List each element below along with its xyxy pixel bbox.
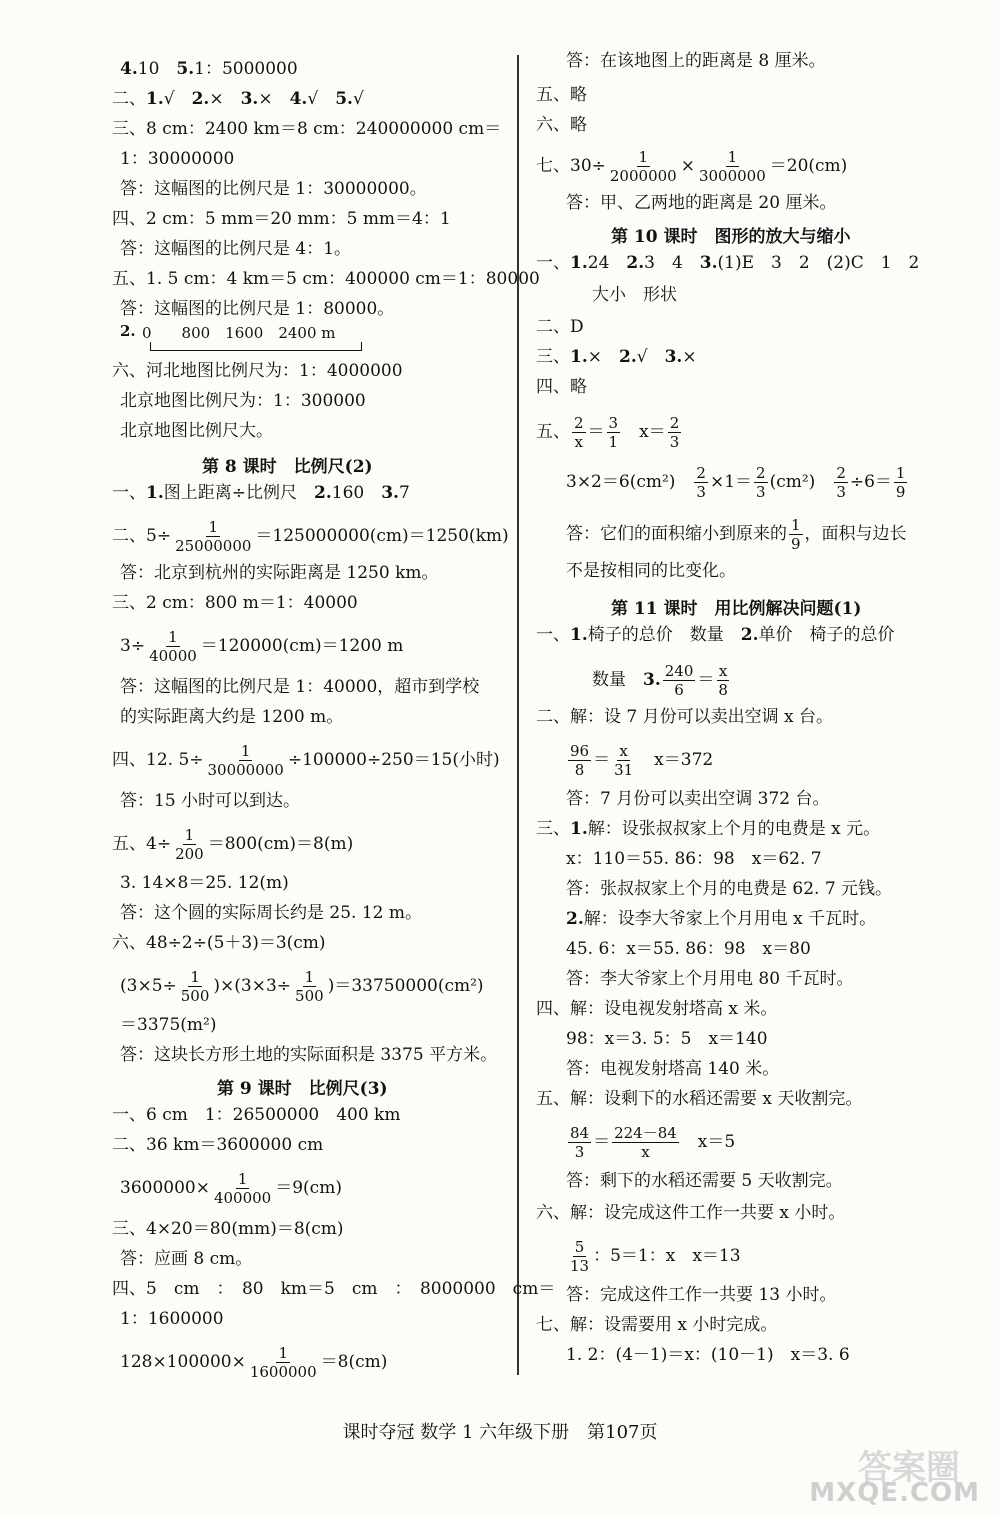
answer-line: 3×2＝6(cm²) $\frac{2}{3}$ ×1＝ $\frac{2}{3}$ (cm²) $\frac{2}{3}$ ÷6＝ $\frac{1}{9}$ xyxy=(566,464,906,501)
answer-line: 答：北京到杭州的实际距离是 1250 km。 xyxy=(120,563,439,583)
fraction: $\frac{5}{13}$ xyxy=(570,1238,590,1275)
fraction: $\frac{2}{3}$ xyxy=(669,414,680,451)
answer-line: 二、解：设 7 月份可以卖出空调 x 台。 xyxy=(536,707,834,727)
answer-line: 六、解：设完成这件工作一共要 x 小时。 xyxy=(536,1203,846,1223)
answer-line: 数量 3. $\frac{240}{6}$ ＝ $\frac{x}{8}$ xyxy=(592,662,728,699)
answer-line: 五、略 xyxy=(536,85,587,105)
answer-line: 二、1.√ 2.× 3.× 4.√ 5.√ xyxy=(112,89,364,109)
answer-line: 北京地图比例尺大。 xyxy=(120,421,273,441)
answer-line: 答：这幅图的比例尺是 1：40000，超市到学校 xyxy=(120,677,480,697)
fraction: $\frac{2}{3}$ xyxy=(756,464,766,501)
fraction: $\frac{3}{1}$ xyxy=(608,414,619,451)
answer-line: 一、6 cm 1：26500000 400 km xyxy=(112,1105,401,1125)
fraction: $\frac{1}{3000000}$ xyxy=(698,148,766,185)
answer-line: 1. 2：(4－1)＝x：(10－1) x＝3. 6 xyxy=(566,1345,850,1365)
fraction: $\frac{1}{500}$ xyxy=(295,968,324,1005)
answer-line: 答：在该地图上的距离是 8 厘米。 xyxy=(566,51,826,71)
answer-line: 1：1600000 xyxy=(120,1309,224,1329)
scale-bar: 2. 0 800 1600 2400 m xyxy=(120,322,380,356)
answer-line: 四、5 cm ： 80 km＝5 cm ： 8000000 cm＝ xyxy=(112,1279,556,1299)
lesson-heading: 第 11 课时 用比例解决问题(1) xyxy=(611,599,862,619)
fraction: $\frac{1}{1600000}$ xyxy=(249,1344,317,1381)
answer-line: 答：张叔叔家上个月的电费是 62. 7 元钱。 xyxy=(566,879,893,899)
fraction: $\frac{240}{6}$ xyxy=(664,662,694,699)
fraction: $\frac{1}{200}$ xyxy=(175,826,204,863)
fraction: $\frac{1}{25000000}$ xyxy=(175,518,252,555)
answer-line: 答：这幅图的比例尺是 1：30000000。 xyxy=(120,179,427,199)
watermark-site: MXQE.COM xyxy=(809,1478,980,1508)
answer-line: 七、30÷ $\frac{1}{2000000}$ × $\frac{1}{3000000}$ ＝20(cm) xyxy=(536,148,848,185)
answer-line: 45. 6：x＝55. 86：98 x＝80 xyxy=(566,939,811,959)
watermark-logo: 答案圈 xyxy=(858,1448,960,1488)
answer-line: 4.10 5.1：5000000 xyxy=(120,59,298,79)
fraction: $\frac{84}{3}$ xyxy=(570,1124,590,1161)
answer-line: (3×5÷ $\frac{1}{500}$ )×(3×3÷ $\frac{1}{500}$ )＝33750000(cm²) xyxy=(120,968,484,1005)
page-footer: 课时夺冠 数学 1 六年级下册 第107页 xyxy=(342,1422,658,1443)
answer-line: 四、略 xyxy=(536,377,587,397)
fraction: $\frac{x}{8}$ xyxy=(718,662,728,699)
answer-line: 3. 14×8＝25. 12(m) xyxy=(120,873,289,893)
fraction: $\frac{1}{40000}$ xyxy=(149,628,197,665)
answer-line: 的实际距离大约是 1200 m。 xyxy=(120,707,344,727)
answer-line: 二、5÷ $\frac{1}{25000000}$ ＝125000000(cm)＝1250(km) xyxy=(112,518,509,555)
answer-line: 一、1.椅子的总价 数量 2.单价 椅子的总价 xyxy=(536,625,895,645)
answer-line: 六、48÷2÷(5＋3)＝3(cm) xyxy=(112,933,326,953)
lesson-heading: 第 9 课时 比例尺(3) xyxy=(217,1079,388,1099)
answer-line: 98：x＝3. 5：5 x＝140 xyxy=(566,1029,768,1049)
answer-line: 三、1.解：设张叔叔家上个月的电费是 x 元。 xyxy=(536,819,881,839)
scale-ticks: 0 800 1600 2400 m xyxy=(142,324,336,342)
fraction: $\frac{1}{9}$ xyxy=(895,464,906,501)
fraction: $\frac{1}{400000}$ xyxy=(213,1170,272,1207)
answer-line: 答：15 小时可以到达。 xyxy=(120,791,301,811)
answer-line: 三、8 cm：2400 km＝8 cm：240000000 cm＝ xyxy=(112,119,502,139)
answer-line: $\frac{96}{8}$ ＝ $\frac{x}{31}$ x＝372 xyxy=(570,742,714,779)
answer-line: 五、 $\frac{2}{x}$ ＝ $\frac{3}{1}$ x＝ $\frac{2}{3}$ xyxy=(536,414,680,451)
fraction: $\frac{224-84}{x}$ xyxy=(614,1124,677,1161)
answer-line: 一、1.图上距离÷比例尺 2.160 3.7 xyxy=(112,483,410,503)
answer-line: 答：7 月份可以卖出空调 372 台。 xyxy=(566,789,830,809)
answer-line: 答：这幅图的比例尺是 1：80000。 xyxy=(120,299,395,319)
answer-line: 不是按相同的比变化。 xyxy=(566,561,736,581)
answer-line: 大小 形状 xyxy=(592,285,677,305)
answer-line: 四、解：设电视发射塔高 x 米。 xyxy=(536,999,778,1019)
answer-line: 四、12. 5÷ $\frac{1}{30000000}$ ÷100000÷250＝15(小时) xyxy=(112,742,500,779)
column-divider xyxy=(517,55,519,1375)
answer-line: 六、河北地图比例尺为：1：4000000 xyxy=(112,361,403,381)
answer-line: 一、1.24 2.3 4 3.(1)E 3 2 (2)C 1 2 xyxy=(536,253,920,273)
fraction: $\frac{2}{3}$ xyxy=(696,464,706,501)
fraction: $\frac{2}{3}$ xyxy=(836,464,846,501)
answer-line: 答：甲、乙两地的距离是 20 厘米。 xyxy=(566,193,837,213)
answer-line: $\frac{5}{13}$ ：5＝1：x x＝13 xyxy=(570,1238,741,1275)
answer-line: 五、4÷ $\frac{1}{200}$ ＝800(cm)＝8(m) xyxy=(112,826,354,863)
answer-line: 答：李大爷家上个月用电 80 千瓦时。 xyxy=(566,969,854,989)
answer-line: 三、2 cm：800 m＝1：40000 xyxy=(112,593,358,613)
fraction: $\frac{1}{500}$ xyxy=(180,968,210,1005)
answer-line: 答：这块长方形土地的实际面积是 3375 平方米。 xyxy=(120,1045,498,1065)
answer-line: 答：完成这件工作一共要 13 小时。 xyxy=(566,1285,837,1305)
answer-line: x：110＝55. 86：98 x＝62. 7 xyxy=(566,849,822,869)
answer-line: 五、1. 5 cm：4 km＝5 cm：400000 cm＝1：80000 xyxy=(112,269,540,289)
answer-line: 七、解：设需要用 x 小时完成。 xyxy=(536,1315,778,1335)
answer-line: $\frac{84}{3}$ ＝ $\frac{224-84}{x}$ x＝5 xyxy=(570,1124,736,1161)
fraction: $\frac{96}{8}$ xyxy=(570,742,590,779)
answer-line: 2.解：设李大爷家上个月用电 x 千瓦时。 xyxy=(566,909,877,929)
answer-line: ＝3375(m²) xyxy=(120,1015,217,1035)
watermark xyxy=(790,1440,980,1510)
answer-line: 3÷ $\frac{1}{40000}$ ＝120000(cm)＝1200 m xyxy=(120,628,404,665)
fraction: $\frac{1}{30000000}$ xyxy=(207,742,284,779)
answer-line: 答：它们的面积缩小到原来的 $\frac{1}{9}$ ，面积与边长 xyxy=(566,516,907,553)
answer-line: 六、略 xyxy=(536,115,587,135)
fraction: $\frac{1}{9}$ xyxy=(791,516,801,553)
fraction: $\frac{2}{x}$ xyxy=(574,414,584,451)
fraction: $\frac{x}{31}$ xyxy=(614,742,634,779)
lesson-heading: 第 8 课时 比例尺(2) xyxy=(202,457,373,477)
answer-line: 1：30000000 xyxy=(120,149,235,169)
fraction: $\frac{1}{2000000}$ xyxy=(609,148,677,185)
answer-line: 128×100000× $\frac{1}{1600000}$ ＝8(cm) xyxy=(120,1344,388,1381)
answer-line: 二、36 km＝3600000 cm xyxy=(112,1135,324,1155)
answer-line: 北京地图比例尺为：1：300000 xyxy=(120,391,366,411)
answer-line: 二、D xyxy=(536,317,584,337)
answer-line: 答：剩下的水稻还需要 5 天收割完。 xyxy=(566,1171,843,1191)
answer-line: 答：这个圆的实际周长约是 25. 12 m。 xyxy=(120,903,422,923)
answer-line: 三、4×20＝80(mm)＝8(cm) xyxy=(112,1219,344,1239)
lesson-heading: 第 10 课时 图形的放大与缩小 xyxy=(611,227,851,247)
answer-line: 四、2 cm：5 mm＝20 mm：5 mm＝4：1 xyxy=(112,209,451,229)
answer-line: 答：电视发射塔高 140 米。 xyxy=(566,1059,780,1079)
answer-line: 答：应画 8 cm。 xyxy=(120,1249,253,1269)
answer-line: 五、解：设剩下的水稻还需要 x 天收割完。 xyxy=(536,1089,863,1109)
answer-line: 3600000× $\frac{1}{400000}$ ＝9(cm) xyxy=(120,1170,342,1207)
scale-line xyxy=(150,342,362,351)
answer-line: 答：这幅图的比例尺是 4：1。 xyxy=(120,239,352,259)
answer-line: 三、1.× 2.√ 3.× xyxy=(536,347,697,367)
